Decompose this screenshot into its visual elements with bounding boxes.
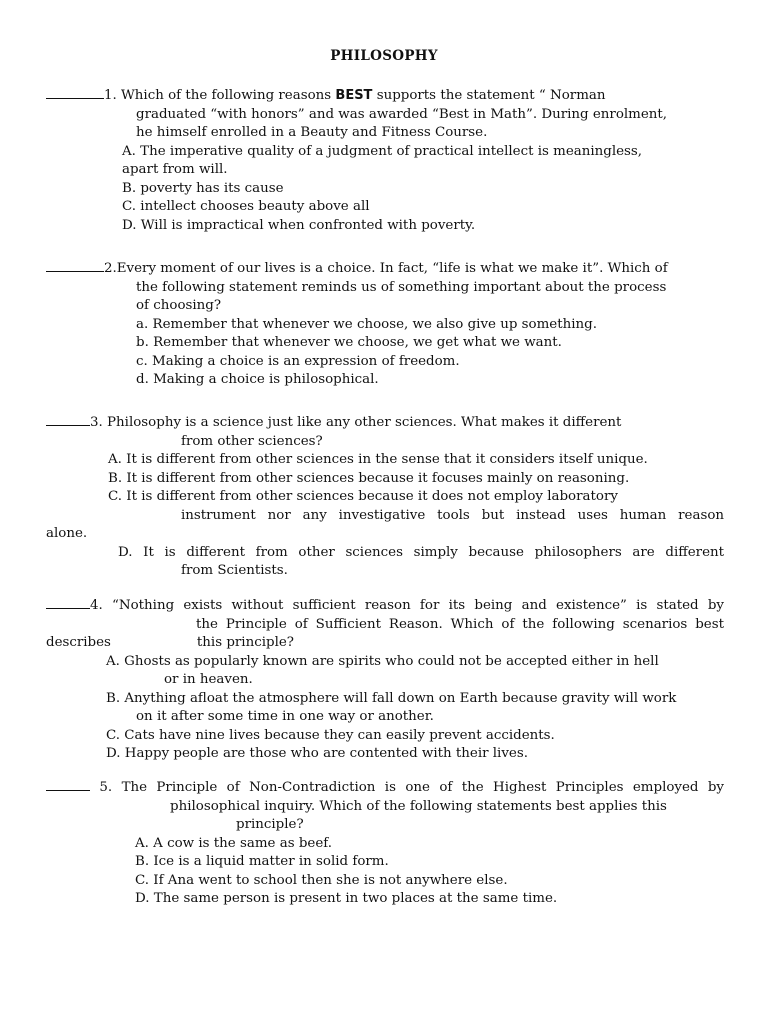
option-c-continued: alone. (46, 526, 88, 541)
question-1 (46, 86, 724, 235)
option-b: B. It is different from other sciences because it focuses mainly on reasoning. (108, 470, 630, 486)
option-d: d. Making a choice is philosophical. (136, 372, 379, 387)
question-stem-line: he himself enrolled in a Beauty and Fitness Course. (136, 125, 488, 140)
option-a: A. The imperative quality of a judgment of practical intellect is meaningless, (122, 143, 643, 159)
question-stem-line: the Principle of Sufficient Reason. Which of the following scenarios best (196, 616, 724, 632)
option-a: A. A cow is the same as beef. (135, 835, 332, 851)
option-b: b. Remember that whenever we choose, we get what we want. (136, 335, 562, 350)
question-stem-line: describes (46, 635, 111, 650)
option-d: D. The same person is present in two places at the same time. (135, 891, 558, 906)
question-2 (46, 259, 724, 390)
question-5 (46, 778, 724, 909)
option-d-continued: from Scientists. (181, 563, 288, 578)
question-number: 5. (99, 780, 113, 795)
answer-blank-2[interactable] (46, 259, 104, 272)
question-stem: Philosophy is a science just like any other sciences. What makes it different (107, 415, 622, 430)
question-stem-line: the following statement reminds us of something important about the process (136, 279, 667, 295)
page-title: PHILOSOPHY (330, 48, 438, 64)
option-c-continued: instrument nor any investigative tools but instead uses human reason (181, 507, 724, 523)
option-d: D. Will is impractical when confronted with poverty. (122, 217, 476, 233)
option-a-continued: apart from will. (122, 162, 228, 177)
emphasis-text: BEST (335, 88, 373, 103)
question-number: 4. (90, 598, 103, 613)
option-c: C. Cats have nine lives because they can easily prevent accidents. (106, 727, 555, 743)
option-a: A. Ghosts as popularly known are spirits who could not be accepted either in hell (106, 653, 659, 669)
question-stem: Every moment of our lives is a choice. In fact, “life is what we make it”. Which of (116, 261, 668, 276)
answer-blank-4[interactable] (46, 596, 90, 609)
option-b: B. poverty has its cause (122, 180, 284, 196)
question-number: 1. (104, 88, 117, 103)
question-number: 3. (90, 415, 103, 430)
option-b: B. Ice is a liquid matter in solid form. (135, 854, 389, 869)
question-stem: Which of the following reasons BEST supports the statement “ Norman (121, 88, 606, 103)
answer-blank-1[interactable] (46, 86, 104, 99)
option-b: B. Anything afloat the atmosphere will fall down on Earth because gravity will work (106, 690, 677, 706)
option-c: C. If Ana went to school then she is not anywhere else. (135, 872, 508, 888)
option-a: a. Remember that whenever we choose, we also give up something. (136, 316, 597, 332)
option-c: c. Making a choice is an expression of freedom. (136, 353, 460, 369)
option-b-continued: on it after some time in one way or another. (136, 709, 434, 724)
question-number: 2. (104, 261, 117, 276)
answer-blank-5[interactable] (46, 778, 90, 791)
option-d: D. It is different from other sciences simply because philosophers are different (118, 544, 724, 560)
question-stem-line: of choosing? (136, 298, 222, 313)
option-c: C. intellect chooses beauty above all (122, 199, 370, 214)
option-d: D. Happy people are those who are contented with their lives. (106, 746, 528, 761)
answer-blank-3[interactable] (46, 413, 90, 426)
question-4 (46, 596, 724, 764)
question-stem: “Nothing exists without sufficient reason for its being and existence” is stated by (112, 598, 724, 613)
question-stem-line: this principle? (196, 635, 294, 650)
question-stem: The Principle of Non-Contradiction is one of the Highest Principles employed by (121, 780, 724, 795)
question-3 (46, 413, 724, 581)
question-stem-line: from other sciences? (181, 433, 323, 449)
question-stem-line: principle? (236, 817, 304, 832)
option-c: C. It is different from other sciences because it does not employ laboratory (108, 489, 618, 504)
question-stem-line: graduated “with honors” and was awarded “Best in Math”. During enrolment, (136, 106, 668, 122)
option-a-continued: or in heaven. (164, 672, 253, 687)
question-stem-line: philosophical inquiry. Which of the following statements best applies this (170, 798, 667, 814)
option-a: A. It is different from other sciences in the sense that it considers itself unique. (108, 452, 648, 467)
